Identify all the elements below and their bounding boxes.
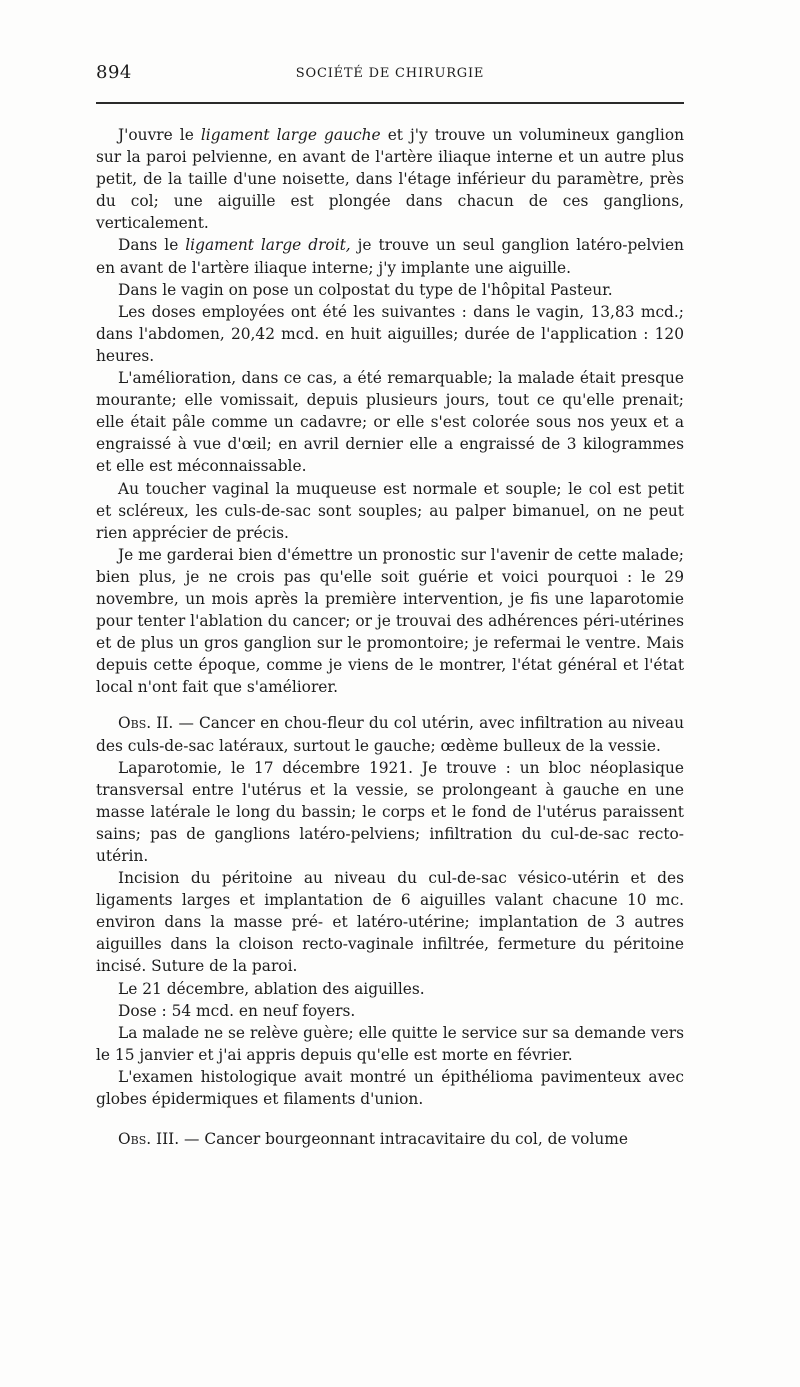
- emphasis-term: ligament large gauche: [200, 126, 381, 144]
- paragraph: J'ouvre le ligament large gauche et j'y trouve un volumineux ganglion sur la paroi pelvienne, en avant de l'artère iliaque interne et un autre plus petit, de la taille d'une noisette, dans l'étage inférieur du paramètre, près du col; une aiguille est plongée dans chacun de ces ganglions, verticalement.: [96, 126, 684, 233]
- paragraph: L'examen histologique avait montré un épithélioma pavimenteux avec globes épidermiques et filaments d'union.: [96, 1067, 684, 1109]
- article-body: [96, 124, 684, 1150]
- page-number: 894: [96, 62, 132, 83]
- paragraph: Les doses employées ont été les suivantes : dans le vagin, 13,83 mcd.; dans l'abdomen, 20,42 mcd. en huit aiguilles; durée de l'application : 120 heures.: [96, 302, 684, 365]
- paragraph: Laparotomie, le 17 décembre 1921. Je trouve : un bloc néoplasique transversal entre l'utérus et la vessie, se prolongeant à gauche en une masse latérale le long du bassin; le corps et le fond de l'utérus paraissent sains; pas de ganglions latéro-pelviens; infiltration du cul-de-sac recto-utérin.: [96, 758, 684, 865]
- paragraph: La malade ne se relève guère; elle quitte le service sur sa demande vers le 15 janvier et j'ai appris depuis qu'elle est morte en février.: [96, 1023, 684, 1064]
- paragraph: Incision du péritoine au niveau du cul-de-sac vésico-utérin et des ligaments larges et implantation de 6 aiguilles valant chacune 10 mc. environ dans la masse pré- et latéro-utérine; implantation de 3 autres aiguilles dans la cloison recto-vaginale infiltrée, fermeture du péritoine incisé. Suture de la paroi.: [96, 869, 684, 976]
- page-header: [96, 62, 684, 86]
- observation-label: Obs. III.: [118, 1130, 180, 1149]
- emphasis-term: ligament large droit,: [185, 236, 351, 255]
- paragraph: L'amélioration, dans ce cas, a été remarquable; la malade était presque mourante; elle vomissait, depuis plusieurs jours, tout ce qu'elle prenait; elle était pâle comme un cadavre; or elle s'est colorée sous nos yeux et a engraissé à vue d'œil; en avril dernier elle a engraissé de 3 kilogrammes et elle est méconnaissable.: [96, 369, 684, 476]
- paragraph: Je me garderai bien d'émettre un pronostic sur l'avenir de cette malade; bien plus, je ne crois pas qu'elle soit guérie et voici pourquoi : le 29 novembre, un mois après la première intervention, je fis une laparotomie pour tenter l'ablation du cancer; or je trouvai des adhérences péri-utérines et de plus un gros ganglion sur le promontoire; je refermai le ventre. Mais depuis cette époque, comme je viens de le montrer, l'état général et l'état local n'ont fait que s'améliorer.: [96, 545, 684, 697]
- observation-label: Obs. II.: [118, 714, 174, 733]
- paragraph: Dans le ligament large droit, je trouve un seul ganglion latéro-pelvien en avant de l'artère iliaque interne; j'y implante une aiguille.: [96, 236, 684, 277]
- running-title: SOCIÉTÉ DE CHIRURGIE: [295, 66, 485, 81]
- observation-heading: Obs. II. — Cancer en chou-fleur du col utérin, avec infiltration au niveau des culs-de-sac latéraux, surtout le gauche; œdème bulleux de la vessie.: [96, 714, 685, 755]
- paragraph: Dans le vagin on pose un colpostat du type de l'hôpital Pasteur.: [118, 280, 613, 299]
- header-rule: [96, 102, 684, 104]
- paragraph: Dose : 54 mcd. en neuf foyers.: [118, 1001, 356, 1020]
- paragraph: Au toucher vaginal la muqueuse est normale et souple; le col est petit et scléreux, les culs-de-sac sont souples; au palper bimanuel, on ne peut rien apprécier de précis.: [96, 479, 684, 542]
- observation-heading: Obs. III. — Cancer bourgeonnant intracavitaire du col, de volume: [118, 1130, 628, 1149]
- paragraph: Le 21 décembre, ablation des aiguilles.: [118, 979, 425, 998]
